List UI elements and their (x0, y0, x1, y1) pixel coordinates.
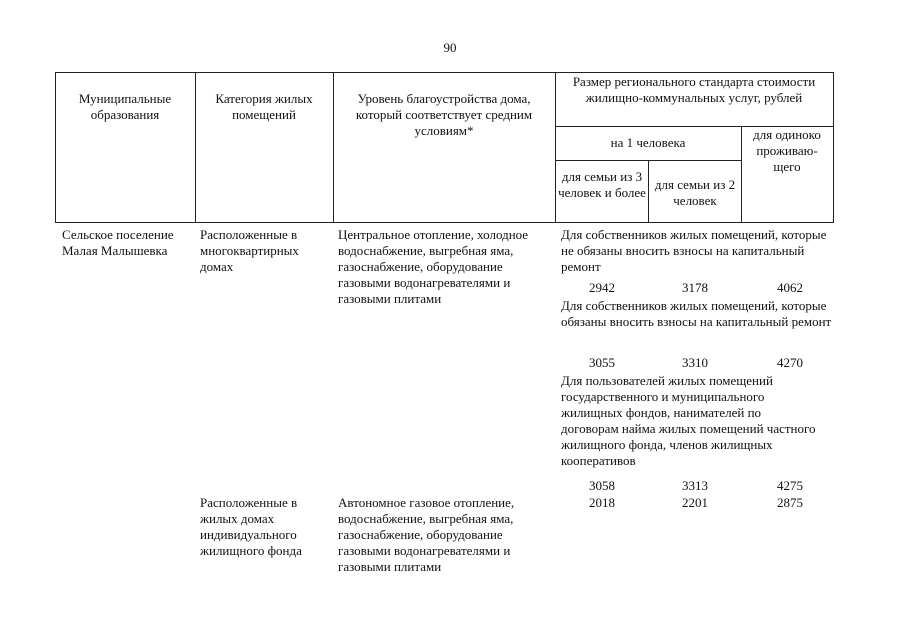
page-number: 90 (443, 40, 457, 55)
row1-level: Центральное отопление, холодное водоснабжение, выгребная яма, газоснабжение, оборудование газовыми водонагревателями и газовыми плитами (338, 227, 529, 306)
row1-group2-value-family2: 3310 (682, 355, 708, 370)
row1-group3-value-family2: 3313 (682, 478, 708, 493)
row2-value-single: 2875 (777, 495, 803, 510)
row1-group1-label: Для собственников жилых помещений, которые не обязаны вносить взносы на капитальный ремонт (561, 227, 827, 274)
municipality-name: Сельское поселение Малая Малышевка (62, 227, 174, 258)
row2-level: Автономное газовое отопление, водоснабжение, выгребная яма, газоснабжение, оборудование газовыми водонагревателями и газовыми плитами (338, 495, 515, 574)
row1-group2-value-single: 4270 (777, 355, 803, 370)
header-category: Категория жилых помещений (215, 91, 313, 122)
row2-category: Расположенные в жилых домах индивидуального жилищного фонда (200, 495, 302, 558)
row2-value-family2: 2201 (682, 495, 708, 510)
row2-value-family3: 2018 (589, 495, 615, 510)
row1-group1-value-single: 4062 (777, 280, 803, 295)
row1-group3-value-single: 4275 (777, 478, 803, 493)
header-standard-size: Размер регионального стандарта стоимости жилищно-коммунальных услуг, рублей (572, 74, 816, 105)
row1-group2-value-family3: 3055 (589, 355, 615, 370)
header-family3: для семьи из 3 человек и более (558, 169, 646, 200)
header-level: Уровень благоустройства дома, который соответствует средним условиям* (355, 91, 533, 138)
row1-group3-value-family3: 3058 (589, 478, 615, 493)
row1-group1-value-family2: 3178 (682, 280, 708, 295)
row1-group3-label: Для пользователей жилых помещений государственного и муниципального жилищных фондов, нанимателей по договорам найма жилых помещений частного жилищного фонда, членов жилищных кооперативов (561, 373, 816, 468)
header-municipality: Муниципальные образования (78, 91, 172, 122)
header-per-person: на 1 человека (610, 135, 686, 150)
row1-group2-label: Для собственников жилых помещений, которые обязаны вносить взносы на капитальный ремонт (561, 298, 832, 329)
row1-group1-value-family3: 2942 (589, 280, 615, 295)
header-family2: для семьи из 2 человек (654, 177, 736, 208)
header-single: для одиноко проживаю-щего (753, 127, 821, 174)
row1-category: Расположенные в многоквартирных домах (200, 227, 299, 274)
